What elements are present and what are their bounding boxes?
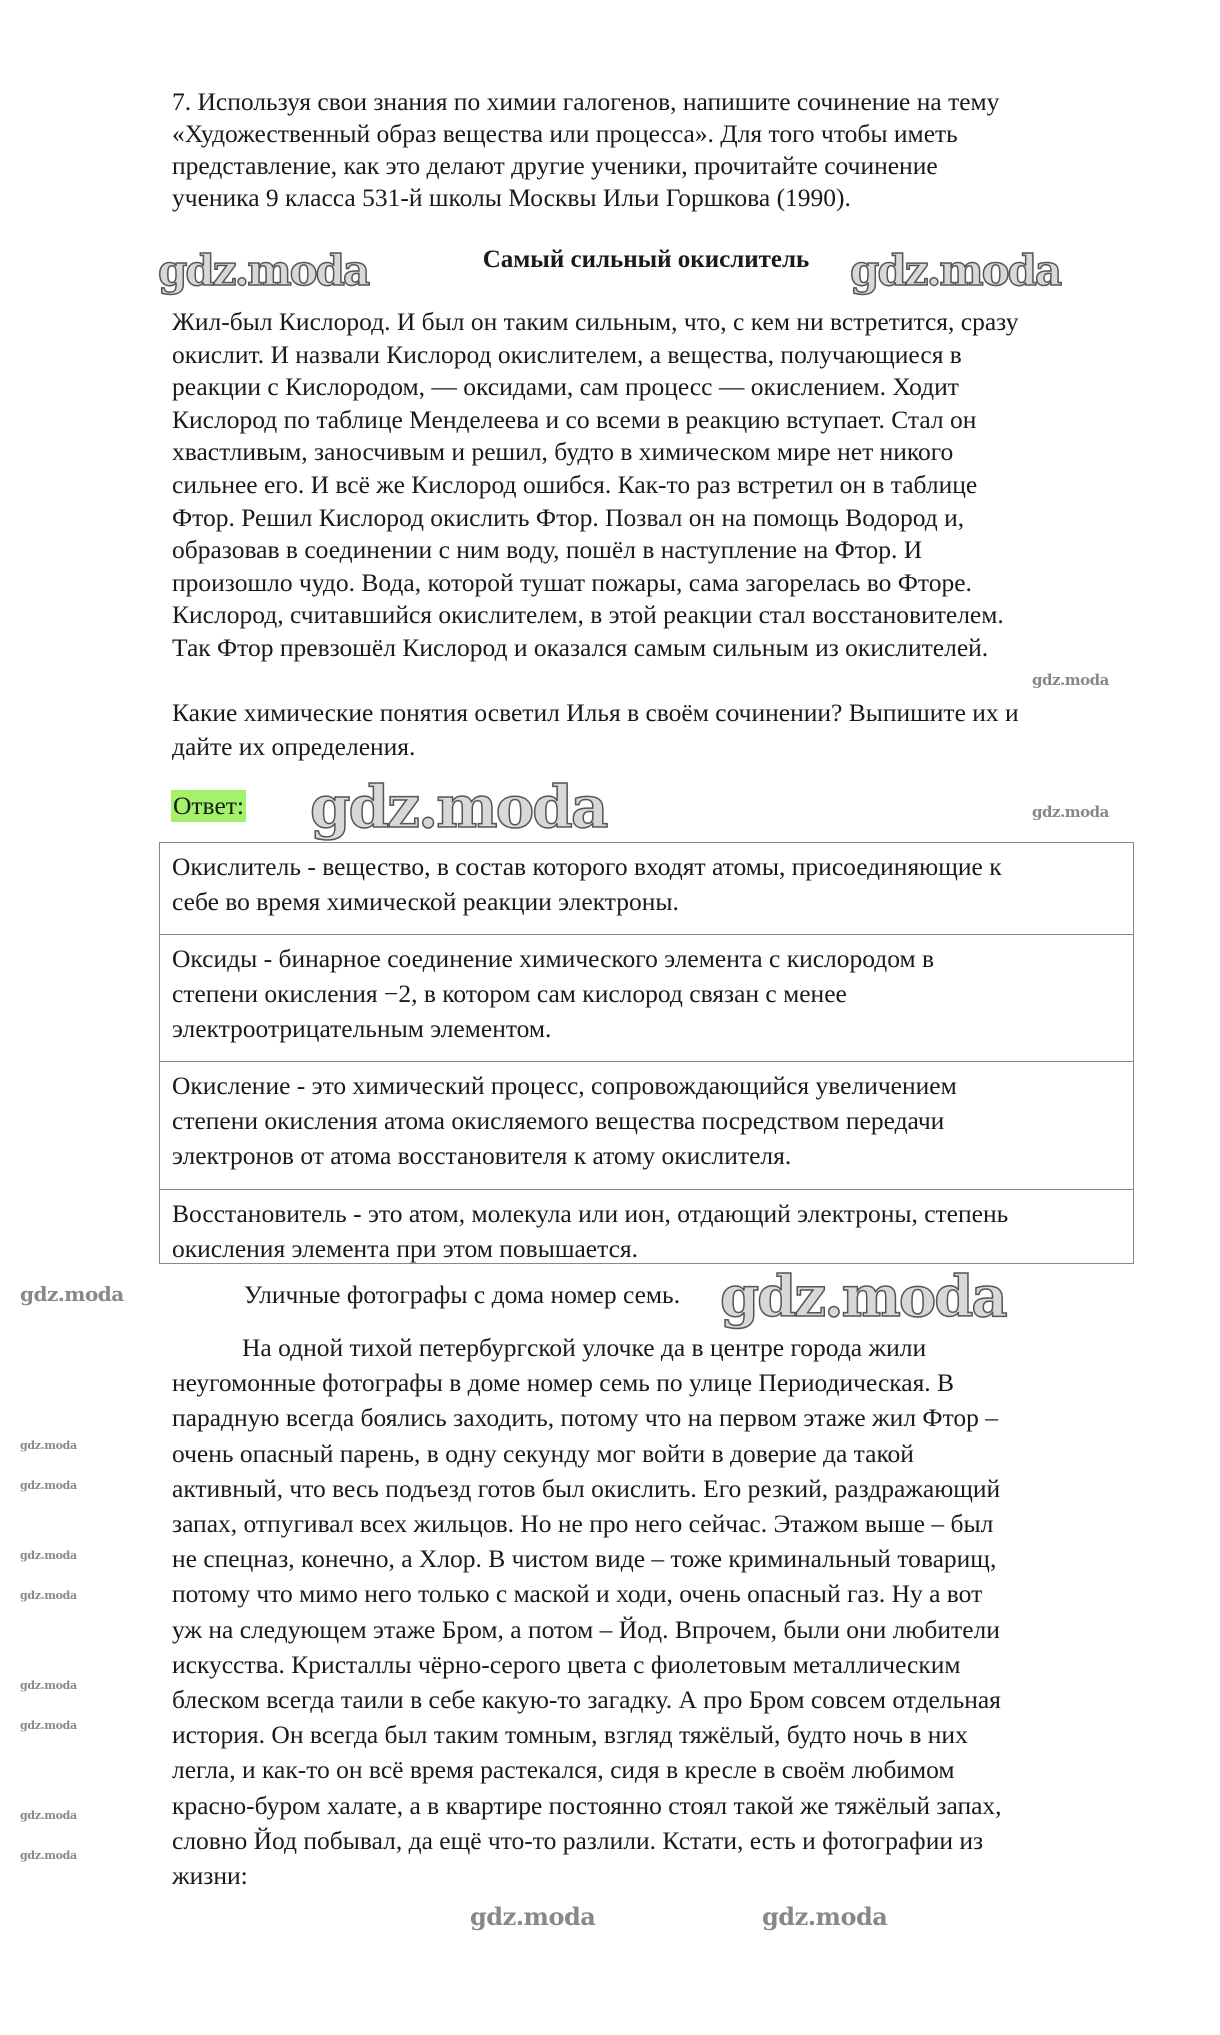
text-line: не спецназ, конечно, а Хлор. В чистом виде – тоже криминальный товарищ,	[172, 1544, 997, 1574]
text-line: запах, отпугивал всех жильцов. Но не про него сейчас. Этажом выше – был	[172, 1509, 994, 1539]
watermark: gdz.moda	[720, 1264, 1006, 1330]
watermark: gdz.moda	[1032, 671, 1109, 689]
text-line: сильнее его. И всё же Кислород ошибся. Как-то раз встретил он в таблице	[172, 469, 978, 499]
watermark: gdz.moda	[762, 1902, 888, 1931]
watermark: gdz.moda	[310, 773, 607, 841]
watermark: gdz.moda	[1032, 803, 1109, 821]
answer-label: Ответ:	[173, 791, 244, 820]
watermark: gdz.moda	[20, 1479, 77, 1492]
text-line: Окислитель - вещество, в состав которого входят атомы, присоединяющие к	[172, 852, 1002, 881]
definition-row	[160, 934, 1133, 1061]
definition-row	[160, 1061, 1133, 1189]
text-line: ученика 9 класса 531-й школы Москвы Ильи Горшкова (1990).	[172, 183, 851, 212]
text-line: красно-буром халате, а в квартире постоянно стоял такой же тяжёлый запах,	[172, 1790, 1002, 1820]
text-line: активный, что весь подъезд готов был окислить. Его резкий, раздражающий	[172, 1473, 1001, 1503]
text-line: неугомонные фотографы в доме номер семь по улице Периодическая. В	[172, 1368, 955, 1398]
text-line: реакции с Кислородом, — оксидами, сам процесс — окислением. Ходит	[172, 372, 959, 402]
text-line: Восстановитель - это атом, молекула или ион, отдающий электроны, степень	[172, 1199, 1009, 1228]
watermark: gdz.moda	[850, 246, 1061, 295]
text-line: Жил-был Кислород. И был он таким сильным, что, с кем ни встретится, сразу	[172, 307, 1019, 336]
watermark: gdz.moda	[20, 1282, 124, 1306]
watermark: gdz.moda	[20, 1809, 77, 1822]
text-line: электронов от атома восстановителя к атому окислителя.	[172, 1141, 792, 1170]
text-line: Фтор. Решил Кислород окислить Фтор. Позвал он на помощь Водород и,	[172, 502, 965, 532]
text-line: искусства. Кристаллы чёрно-серого цвета с фиолетовым металлическим	[172, 1649, 961, 1679]
watermark: gdz.moda	[158, 246, 369, 295]
text-line: жизни:	[172, 1861, 248, 1891]
text-line: парадную всегда боялись заходить, потому что на первом этаже жил Фтор –	[172, 1403, 998, 1433]
text-line: «Художественный образ вещества или процесса». Для того чтобы иметь	[172, 119, 958, 148]
text-line: 7. Используя свои знания по химии галогенов, напишите сочинение на тему	[172, 87, 1000, 116]
text-line: себе во время химической реакции электроны.	[172, 887, 679, 916]
watermark: gdz.moda	[470, 1902, 596, 1931]
text-line: окисления элемента при этом повышается.	[172, 1234, 638, 1263]
watermark: gdz.moda	[20, 1849, 77, 1862]
text-line: окислит. И назвали Кислород окислителем, а вещества, получающиеся в	[172, 339, 962, 369]
question-text	[172, 696, 1019, 764]
text-line: На одной тихой петербургской улочке да в центре города жили	[242, 1333, 927, 1362]
watermark: gdz.moda	[20, 1719, 77, 1732]
text-line: легла, и как-то он всё время растекался, сидя в кресле в своём любимом	[172, 1755, 955, 1785]
definitions-table	[159, 842, 1134, 1264]
text-line: степени окисления −2, в котором сам кислород связан с менее	[172, 979, 847, 1008]
watermark: gdz.moda	[20, 1549, 77, 1562]
definition-row	[160, 843, 1133, 934]
text-line: история. Он всегда был таким томным, взгляд тяжёлый, будто ночь в них	[172, 1720, 968, 1750]
section-title: Уличные фотографы с дома номер семь.	[244, 1280, 681, 1309]
text-line: Кислород, считавшийся окислителем, в этой реакции стал восстановителем.	[172, 600, 1004, 630]
definition-row	[160, 1189, 1133, 1263]
text-line: степени окисления атома окисляемого вещества посредством передачи	[172, 1106, 945, 1135]
watermark: gdz.moda	[20, 1679, 77, 1692]
text-line: Окисление - это химический процесс, сопровождающийся увеличением	[172, 1071, 957, 1100]
text-line: очень опасный парень, в одну секунду мог войти в доверие да такой	[172, 1438, 914, 1468]
text-line: уж на следующем этаже Бром, а потом – Йод. Впрочем, были они любители	[172, 1614, 1000, 1644]
text-line: Какие химические понятия осветил Илья в своём сочинении? Выпишите их и	[172, 698, 1019, 727]
essay-text	[172, 306, 1018, 665]
text-line: дайте их определения.	[172, 732, 416, 761]
task-text	[172, 86, 999, 214]
text-line: образовав в соединении с ним воду, пошёл в наступление на Фтор. И	[172, 535, 923, 565]
story-text	[172, 1330, 1002, 1893]
text-line: потому что мимо него только с маской и ходи, очень опасный газ. Ну а вот	[172, 1579, 983, 1609]
watermark: gdz.moda	[20, 1439, 77, 1452]
text-line: Так Фтор превзошёл Кислород и оказался самым сильным из окислителей.	[172, 632, 989, 662]
text-line: произошло чудо. Вода, которой тушат пожары, сама загорелась во Фторе.	[172, 567, 972, 597]
text-line: словно Йод побывал, да ещё что-то разлили. Кстати, есть и фотографии из	[172, 1825, 984, 1855]
essay-title: Самый сильный окислитель	[482, 246, 810, 273]
watermark: gdz.moda	[20, 1589, 77, 1602]
text-line: хвастливым, заносчивым и решил, будто в химическом мире нет никого	[172, 437, 954, 467]
text-line: представление, как это делают другие ученики, прочитайте сочинение	[172, 151, 938, 180]
text-line: электроотрицательным элементом.	[172, 1014, 552, 1043]
text-line: блеском всегда таили в себе какую-то загадку. А про Бром совсем отдельная	[172, 1685, 1001, 1715]
text-line: Оксиды - бинарное соединение химического элемента с кислородом в	[172, 944, 935, 973]
text-line: Кислород по таблице Менделеева и со всеми в реакцию вступает. Стал он	[172, 404, 977, 434]
